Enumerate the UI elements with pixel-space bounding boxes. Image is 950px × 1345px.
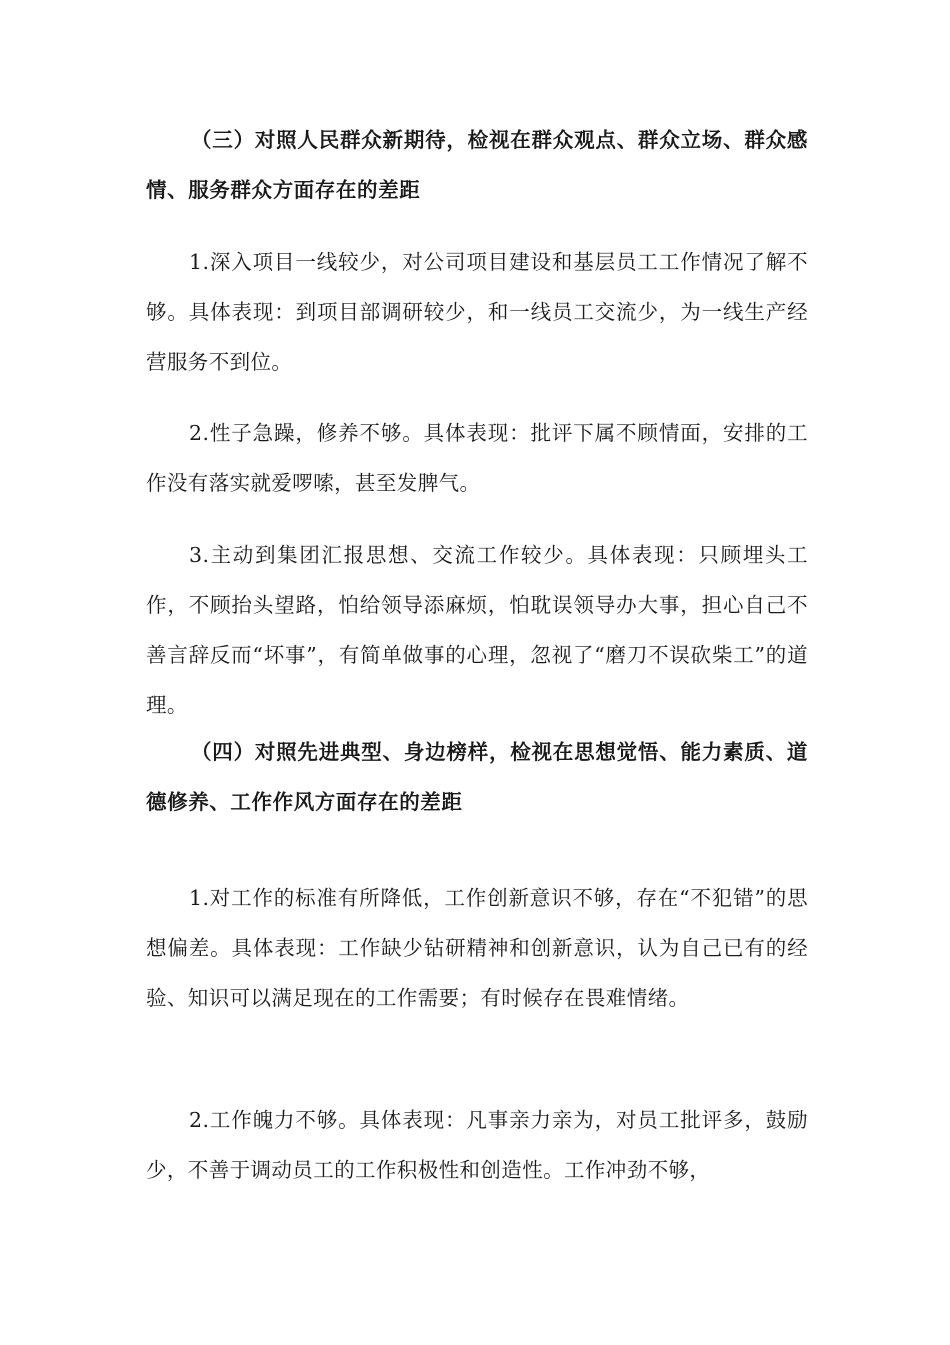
section-3-heading: （三）对照人民群众新期待，检视在群众观点、群众立场、群众感情、服务群众方面存在的差距: [146, 128, 808, 202]
section-4-heading: （四）对照先进典型、身边榜样，检视在思想觉悟、能力素质、道德修养、工作作风方面存在的差距: [146, 740, 808, 814]
section-4-item-2: 2.工作魄力不够。具体表现：凡事亲力亲为，对员工批评多，鼓励少，不善于调动员工的工作积极性和创造性。工作冲劲不够，: [146, 1108, 808, 1182]
section-3-item-1: 1.深入项目一线较少，对公司项目建设和基层员工工作情况了解不够。具体表现：到项目部调研较少，和一线员工交流少，为一线生产经营服务不到位。: [146, 250, 808, 374]
section-3-item-3: 3.主动到集团汇报思想、交流工作较少。具体表现：只顾埋头工作，不顾抬头望路，怕给领导添麻烦，怕耽误领导办大事，担心自己不善言辞反而“坏事”，有简单做事的心理，忽视了“磨刀不误砍柴工”的道理。: [146, 543, 808, 717]
section-4-item-1: 1.对工作的标准有所降低，工作创新意识不够，存在“不犯错”的思想偏差。具体表现：工作缺少钻研精神和创新意识，认为自己已有的经验、知识可以满足现在的工作需要；有时候存在畏难情绪。: [146, 886, 808, 1010]
section-3-item-2: 2.性子急躁，修养不够。具体表现：批评下属不顾情面，安排的工作没有落实就爱啰嗦，甚至发脾气。: [146, 421, 808, 495]
